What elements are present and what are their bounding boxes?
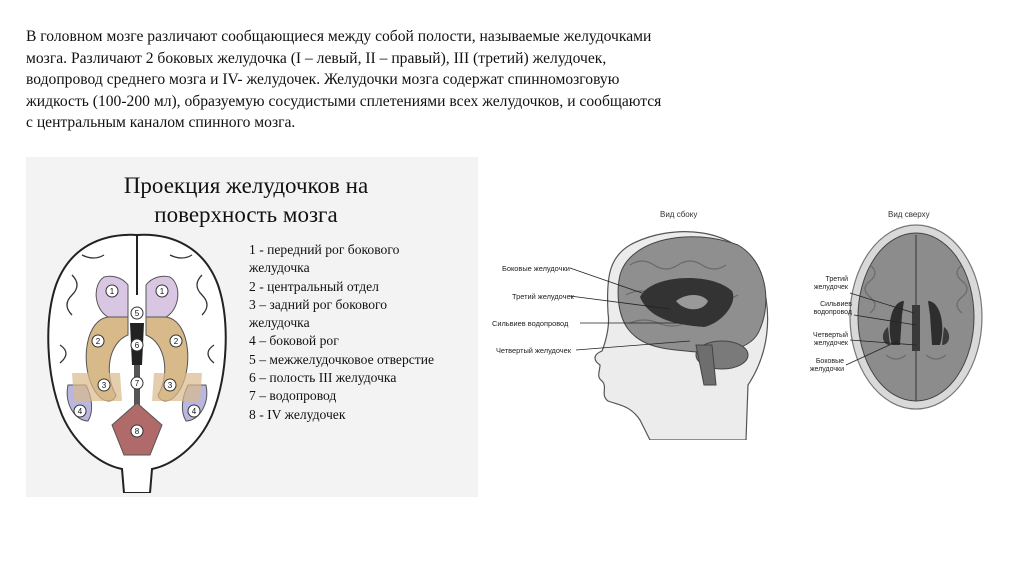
marker-3: 3 [101,381,107,390]
side-label-sylvian: Сильвиев водопровод [492,319,569,328]
legend-line: 1 - передний рог бокового [249,242,400,257]
projection-title-line1: Проекция желудочков на [123,173,369,198]
marker-2b: 2 [173,337,179,346]
projection-title-line2: поверхность мозга [154,202,338,227]
marker-4: 4 [77,407,83,416]
top-label-lateral-1: Боковые [815,358,844,365]
legend-line: 3 – задний рог бокового [249,296,388,312]
top-view-heading: Вид сверху [888,210,930,219]
legend-line: 7 – водопровод [249,388,337,404]
marker-3b: 3 [167,381,173,390]
projection-title [86,171,406,229]
marker-1: 1 [109,287,115,296]
top-label-fourth-1: Четвертый [813,332,848,339]
intro-line: водопровод среднего мозга и IV- желудочек. Желудочки мозга содержат спинномозговую [26,71,620,88]
marker-1b: 1 [159,287,165,296]
legend-line: желудочка [249,315,310,331]
brain-axial-diagram [42,225,232,493]
legend-line: 5 – межжелудочковое отверстие [249,351,435,367]
top-label-third-2: желудочек [813,284,848,291]
top-label-sylvian-1: Сильвиев [820,301,852,308]
top-label-third-1: Третий [825,276,848,283]
legend-line: 2 - центральный отдел [249,278,379,294]
side-label-fourth: Четвертый желудочек [496,346,571,355]
projection-panel [26,157,478,497]
marker-8: 8 [134,427,140,436]
intro-paragraph [26,26,738,134]
intro-line: мозга. Различают 2 боковых желудочка (I – левый, II – правый), III (третий) желудочек, [26,49,607,67]
top-label-lateral-2: желудочки [809,366,844,373]
intro-line: В головном мозге различают сообщающиеся между собой полости, называемые желудочками [26,28,652,45]
side-view-diagram [490,205,780,440]
top-view-diagram [788,205,1003,440]
marker-7: 7 [134,379,140,388]
legend-line: 4 – боковой рог [249,333,339,349]
intro-line: с центральным каналом спинного мозга. [26,114,296,131]
projection-legend [249,241,479,424]
legend-line: желудочка [249,260,310,276]
marker-5: 5 [134,309,140,318]
top-label-sylvian-2: водопровод [813,309,852,316]
marker-2: 2 [95,337,101,346]
side-view-heading: Вид сбоку [660,210,698,219]
intro-line: жидкость (100-200 мл), образуемую сосудистыми сплетениями всех желудочков, и сообщаются [26,92,662,110]
side-label-lateral: Боковые желудочки [502,264,570,273]
marker-4b: 4 [191,407,197,416]
legend-line: 8 - IV желудочек [249,406,346,422]
marker-6: 6 [134,341,140,350]
side-label-third: Третий желудочек [512,292,574,301]
top-label-fourth-2: желудочек [813,340,848,347]
legend-line: 6 – полость III желудочка [249,370,397,386]
